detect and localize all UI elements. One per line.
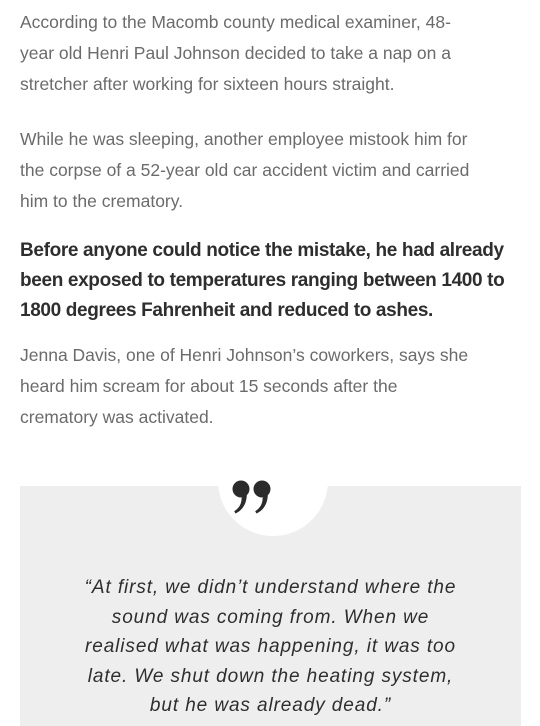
article-highlight-paragraph: Before anyone could notice the mistake, he had already been exposed to temperatures ranging between 1400 to 1800 degrees Fahrenheit and reduced to ashes. <box>20 240 505 321</box>
pull-quote-text: “At first, we didn’t understand where the sound was coming from. When we realised what was happening, it was too late. We shut down the heating system, but he was already dead.” <box>84 577 457 716</box>
quote-mark-icon <box>232 479 272 515</box>
article-paragraph-4: Jenna Davis, one of Henri Johnson’s coworkers, says she heard him scream for about 15 seconds after the crematory was activated. <box>20 345 469 427</box>
article-paragraph-2: While he was sleeping, another employee mistook him for the corpse of a 52-year old car accident victim and carried him to the crematory. <box>20 129 470 211</box>
article-paragraph-1: According to the Macomb county medical examiner, 48- year old Henri Paul Johnson decided to take a nap on a stretcher after working for sixteen hours straight. <box>20 12 451 94</box>
